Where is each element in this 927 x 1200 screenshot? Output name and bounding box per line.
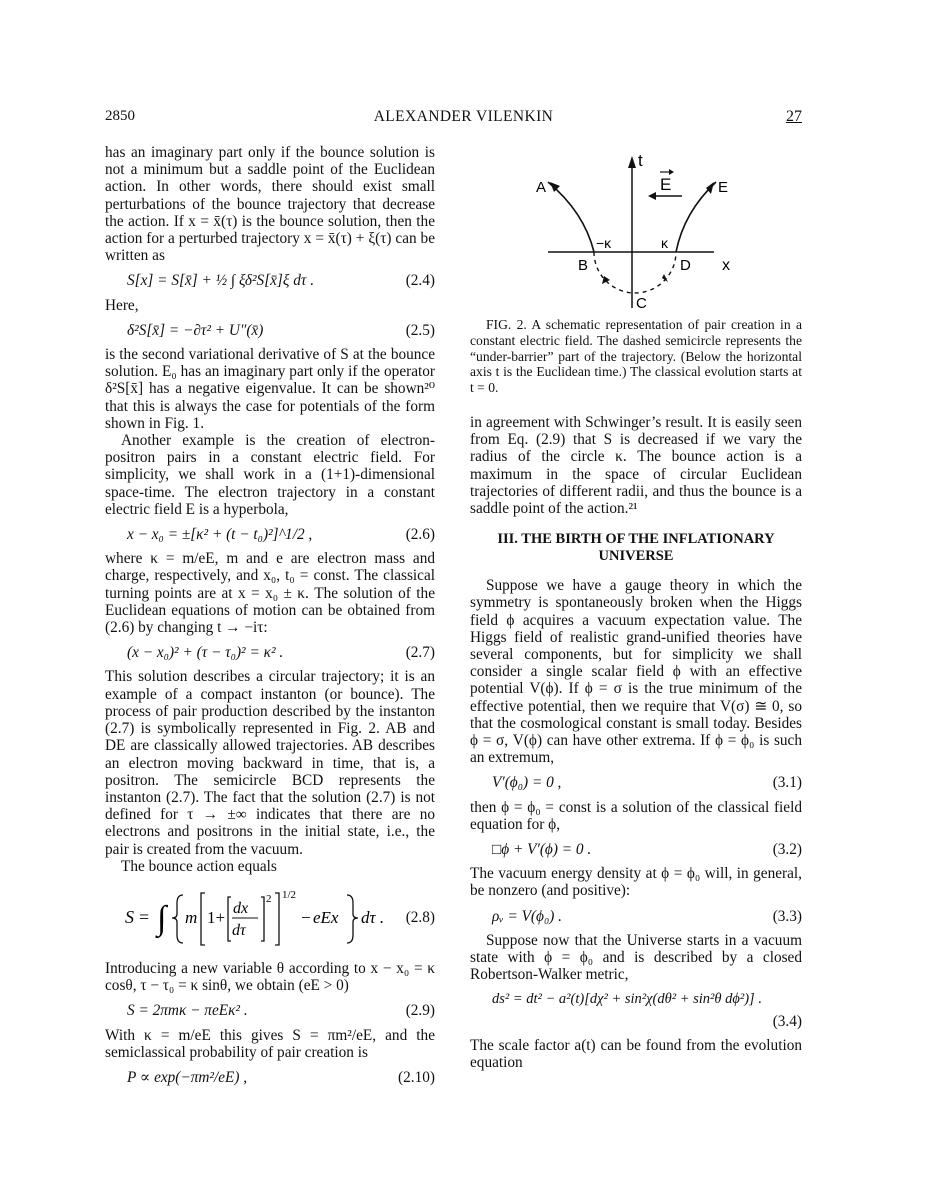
svg-text:=: = xyxy=(139,906,150,927)
equation-2-10 xyxy=(105,1069,435,1086)
paragraph: is the second variational derivative of S at the bounce solution. E₀ has an imaginary part only if the operator δ²S[x̄] has a negative eigenvalue. It can be shown²⁰ that this is always the case for potentials of the form shown in Fig. 1. xyxy=(105,346,435,432)
paragraph: The bounce action equals xyxy=(121,857,277,875)
svg-text:dτ .: dτ . xyxy=(361,907,385,927)
equation-3-4 xyxy=(470,991,802,1029)
paragraph: where κ = m/eE, m and e are electron mass and charge, respectively, and x₀, t₀ = const. The classical turning points are at x = x₀ ± κ. The solution of the Euclidean equations of motion can be obtained from (2.6) by changing t → −iτ: xyxy=(105,550,435,637)
paragraph: Here, xyxy=(105,296,139,314)
equation-number: (3.1) xyxy=(772,774,802,792)
svg-text:m: m xyxy=(185,907,198,927)
point-A-label: A xyxy=(536,179,547,196)
page-number: 2850 xyxy=(105,108,135,124)
arrow-DE-icon xyxy=(706,182,714,194)
paragraph: This solution describes a circular trajectory; it is an example of a compact instanton (or bounce). The process of pair production described by the instanton (2.7) is symbolically represented in Fig. 2. AB and DE are classically allowed trajectories. AB describes an electron moving backward in time, that is, a positron. The semicircle BCD represents the instanton (2.7). The fact that the solution (2.7) is not defined for τ → ±∞ indicates that there are no electrons and positrons in the initial state, i.e., the pair is created from the vacuum. xyxy=(105,668,435,858)
figure-2-caption xyxy=(470,317,802,396)
equation-3-1 xyxy=(470,774,802,791)
t-axis-arrow-icon xyxy=(628,156,636,168)
field-E-vector-head-icon xyxy=(669,169,674,175)
svg-text:1+: 1+ xyxy=(207,907,226,927)
equation-2-5 xyxy=(105,322,435,339)
equation-body: (x − x₀)² + (τ − τ₀)² = κ² . xyxy=(127,644,284,662)
equation-2-8 xyxy=(105,883,435,953)
paragraph: The vacuum energy density at ϕ = ϕ₀ will, in general, be nonzero (and positive): xyxy=(470,865,802,900)
equation-body: V′(ϕ₀) = 0 , xyxy=(492,774,562,792)
equation-number: (2.9) xyxy=(405,1002,435,1020)
equation-number: (2.6) xyxy=(405,526,435,544)
equation-number: (2.10) xyxy=(398,1068,435,1086)
paragraph: Another example is the creation of electron-positron pairs in a constant electric field. For simplicity, we shall work in a (1+1)-dimensional space-time. The electron trajectory in a constant electric field E is a hyperbola, xyxy=(105,432,435,518)
paragraph: Suppose now that the Universe starts in a vacuum state with ϕ = ϕ₀ and is described by a closed Robertson-Walker metric, xyxy=(470,931,802,984)
equation-2-6 xyxy=(105,526,435,543)
equation-body: S = 2πmκ − πeEκ² . xyxy=(127,1002,248,1020)
point-D-label: D xyxy=(680,257,691,274)
point-B-label: B xyxy=(578,257,589,274)
right-column xyxy=(470,414,802,1071)
field-arrow-head-icon xyxy=(648,192,656,200)
equation-3-2 xyxy=(470,841,802,858)
equation-number: (2.5) xyxy=(405,321,435,339)
equation-body: δ²S[x̄] = −∂τ² + U″(x̄) xyxy=(127,321,264,339)
equation-body: x − x₀ = ±[κ² + (t − t₀)²]^1/2 , xyxy=(127,526,313,544)
svg-text:2: 2 xyxy=(266,892,272,905)
equation-3-3 xyxy=(470,908,802,925)
paragraph: has an imaginary part only if the bounce solution is not a minimum but a saddle point of the Euclidean action. In other words, there should exist small perturbations of the bounce trajectory that decrease the action. If x = x̄(τ) is the bounce solution, then the action for a perturbed trajectory x = x̄(τ) + ξ(τ) can be written as xyxy=(105,144,435,265)
paragraph: With κ = m/eE this gives S = πm²/eE, and the semiclassical probability of pair creation is xyxy=(105,1026,435,1061)
equation-number: (3.2) xyxy=(772,841,802,859)
paragraph: Introducing a new variable θ according to x − x₀ = κ cosθ, τ − τ₀ = κ sinθ, we obtain (eE > 0) xyxy=(105,959,435,995)
paragraph: in agreement with Schwinger’s result. It is easily seen from Eq. (2.9) that S is decreased if we vary the radius of the circle κ. The bounce action is a maximum in the space of circular Euclidean trajectories of different radii, and thus the bounce is a saddle point of the action.²¹ xyxy=(470,414,802,518)
kappa-right-label: κ xyxy=(661,235,668,251)
trajectory-AB xyxy=(548,182,594,252)
section-heading: III. THE BIRTH OF THE INFLATIONARY UNIVERSE xyxy=(497,531,775,565)
svg-text:−: − xyxy=(301,907,311,927)
point-E-label: E xyxy=(718,179,729,196)
x-axis-label: x xyxy=(722,257,730,274)
equation-body: □ϕ + V′(ϕ) = 0 . xyxy=(492,841,592,859)
equation-number: (2.8) xyxy=(405,909,435,927)
equation-number: (2.4) xyxy=(405,272,435,290)
bounce-action-formula xyxy=(125,883,395,953)
svg-text:∫: ∫ xyxy=(157,899,167,937)
equation-number: (3.3) xyxy=(772,907,802,925)
svg-text:dx: dx xyxy=(233,899,249,917)
svg-text:dτ: dτ xyxy=(232,921,246,939)
equation-body: ds² = dt² − a²(t)[dχ² + sin²χ(dθ² + sin²θ dϕ²)] . xyxy=(492,991,762,1008)
equation-2-4 xyxy=(105,272,435,289)
svg-text:S: S xyxy=(125,906,134,927)
paragraph: then ϕ = ϕ₀ = const is a solution of the classical field equation for ϕ, xyxy=(470,798,802,833)
running-header-author: ALEXANDER VILENKIN xyxy=(373,108,554,125)
paragraph: The scale factor a(t) can be found from the evolution equation xyxy=(470,1036,802,1072)
caption-text: FIG. 2. A schematic representation of pair creation in a constant electric field. The dashed semicircle represents the “under-barrier” part of the trajectory. (Below the horizontal axis t is the Euclidean time.) The classical evolution starts at t = 0. xyxy=(470,317,802,396)
kappa-left-label: −κ xyxy=(596,235,612,251)
figure-2-pair-creation-diagram xyxy=(514,152,764,312)
equation-body: S[x] = S[x̄] + ½ ∫ ξδ²S[x̄]ξ dτ . xyxy=(127,272,315,290)
equation-2-7 xyxy=(105,644,435,661)
instanton-semicircle-BCD xyxy=(594,252,676,293)
equation-body: P ∝ exp(−πm²/eE) , xyxy=(127,1068,248,1086)
equation-number: (3.4) xyxy=(772,1012,802,1030)
t-axis-label: t xyxy=(638,152,643,170)
field-E-label: E xyxy=(660,175,672,194)
svg-text:1/2: 1/2 xyxy=(282,888,297,901)
equation-2-9 xyxy=(105,1002,435,1019)
equation-body: ρᵥ = V(ϕ₀) . xyxy=(492,907,563,925)
point-C-label: C xyxy=(636,295,647,312)
paragraph: Suppose we have a gauge theory in which the symmetry is spontaneously broken when the Higgs field ϕ acquires a vacuum expectation value. The Higgs field of realistic grand-unified theories have several components, but for simplicity we shall consider a single scalar field ϕ with an effective potential V(ϕ). If ϕ = σ is the true minimum of the effective potential, then we require that V(σ) ≅ 0, so that the cosmological constant is small today. Besides ϕ = σ, V(ϕ) can have other extrema. If ϕ = ϕ₀ is such an extremum, xyxy=(470,577,802,767)
left-column xyxy=(105,144,435,1093)
reference-number: 27 xyxy=(786,108,802,125)
svg-text:eEx: eEx xyxy=(313,907,339,927)
equation-number: (2.7) xyxy=(405,644,435,662)
